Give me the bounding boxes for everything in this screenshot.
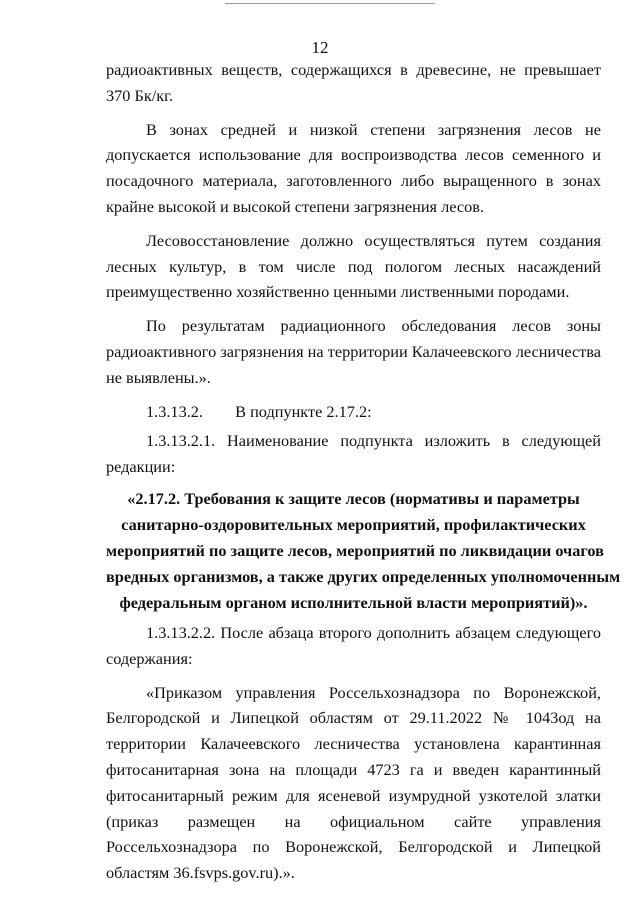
heading-line: санитарно-оздоровительных мероприятий, профилактических [121, 514, 586, 534]
word: подпункта [340, 431, 413, 451]
word: изложить [424, 431, 491, 451]
page-number: 12 [311, 38, 329, 57]
clause-1-3-13-2 [106, 399, 601, 425]
paragraph-radiation-survey: По результатам радиационного обследования лесов зоны радиоактивного загрязнения на территории Калачеевского лесничества не выявлены.». [106, 316, 601, 387]
bold-heading-2-17-2 [106, 486, 621, 616]
word: 1.3.13.2.1. [146, 431, 216, 451]
document-body [106, 57, 621, 886]
clause-1-3-13-2-1-continuation: редакции: [106, 457, 176, 477]
clause-1-3-13-2-2: 1.3.13.2.2. После абзаца второго дополнить абзацем следующего содержания: [106, 622, 601, 668]
word: в [502, 431, 510, 451]
paragraph-reforestation: Лесовосстановление должно осуществляться путем создания лесных культур, в том числе под пологом лесных насаждений преимущественно хозяйственно ценными лиственными породами. [106, 230, 601, 302]
heading-line: вредных организмов, а также других определенных уполномоченным [106, 566, 621, 586]
heading-line: федеральным органом исполнительной власти мероприятий)». [119, 592, 588, 612]
heading-line: мероприятий по защите лесов, мероприятий по ликвидации очагов [106, 540, 604, 560]
top-rule [225, 3, 435, 4]
clause-number: 1.3.13.2. [146, 401, 203, 421]
paragraph-quarantine-order: «Приказом управления Россельхознадзора по Воронежской, Белгородской и Липецкой областям от 29.11.2022 № 1043од на территории Калачеевского лесничества установлена карантинная фитосанитарная зона на площади 4723 га и введен карантинный фитосанитарный режим для ясеневой изумрудной узкотелой златки (приказ размещен на официальном сайте управления Россельхознадзора по Воронежской, Белгородской и Липецкой областям 36.fsvps.gov.ru).». [106, 682, 601, 883]
paragraph-contamination-zones: В зонах средней и низкой степени загрязнения лесов не допускается использование для воспроизводства лесов семенного и посадочного материала, заготовленного либо выращенного в зонах крайне высокой и высокой степени загрязнения лесов. [106, 119, 601, 216]
word: следующей [521, 431, 601, 451]
heading-line: «2.17.2. Требования к защите лесов (нормативы и параметры [127, 488, 580, 508]
paragraph-radioactive-limit: радиоактивных веществ, содержащихся в древесине, не превышает 370 Бк/кг. [106, 60, 601, 105]
word: Наименование [227, 431, 329, 451]
clause-1-3-13-2-1 [106, 428, 601, 480]
clause-text: В подпункте 2.17.2: [235, 401, 372, 421]
clause-1-3-13-2-1-line [106, 428, 601, 454]
